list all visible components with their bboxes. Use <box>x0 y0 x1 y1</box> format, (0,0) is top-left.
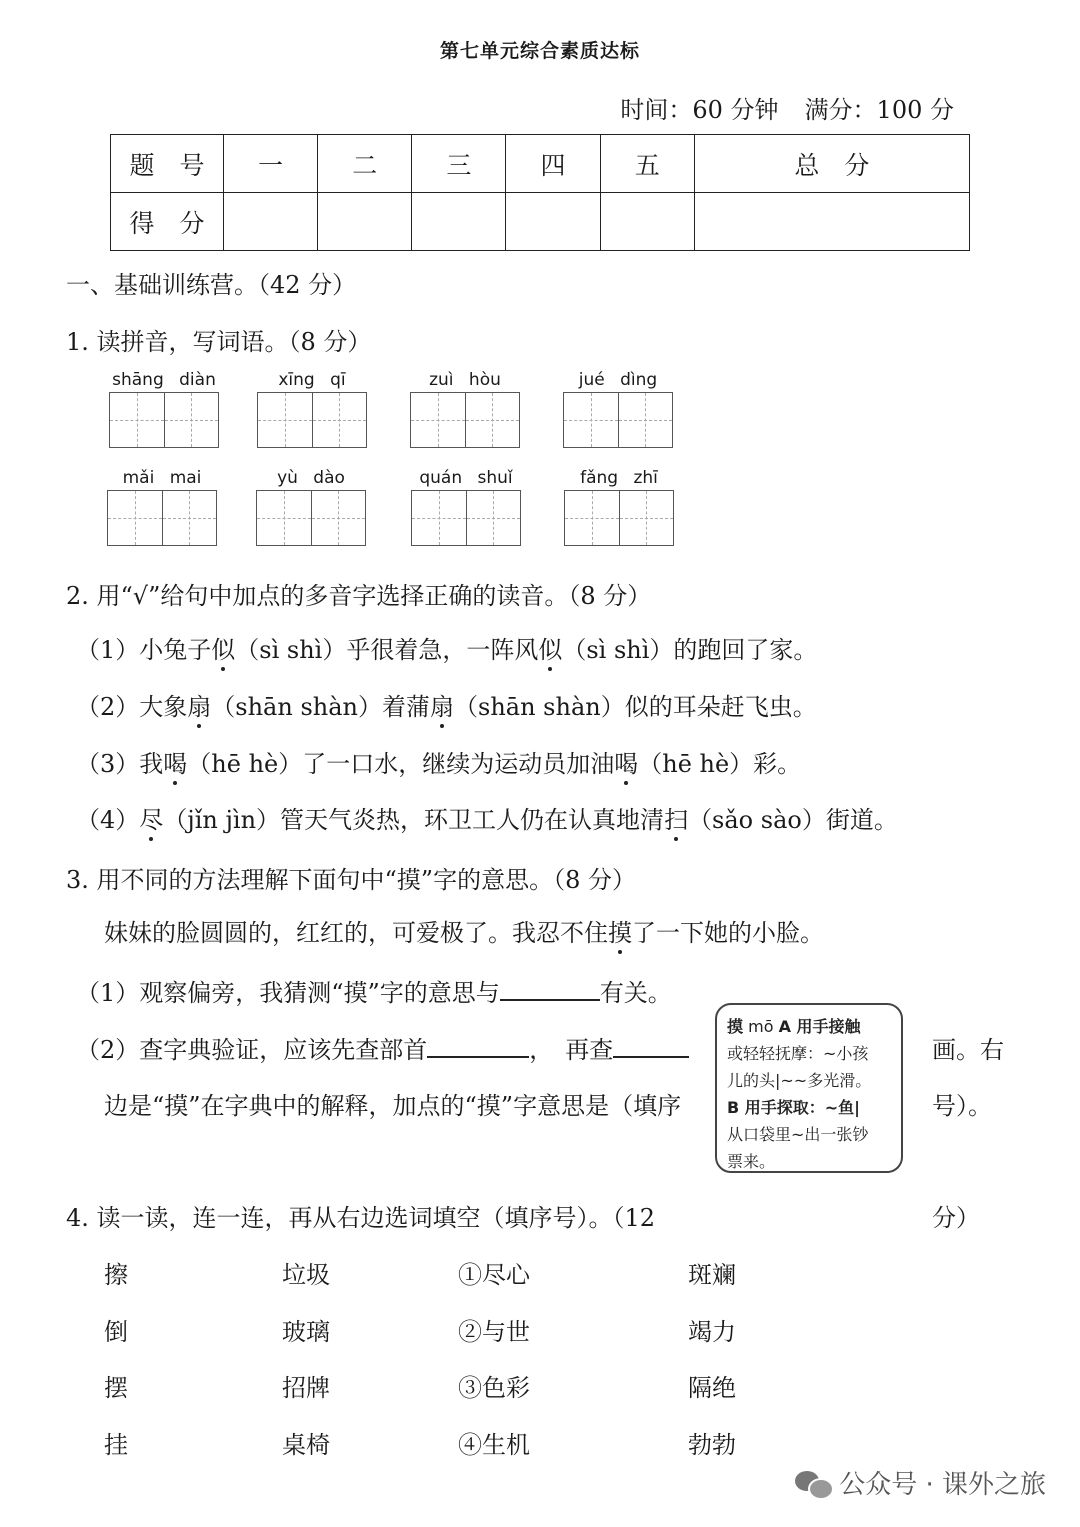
match-item[interactable]: 擦 <box>104 1261 128 1289</box>
pinyin-label: zuì hòu <box>429 370 501 390</box>
match-item[interactable]: 竭力 <box>688 1318 736 1346</box>
answer-blank[interactable] <box>613 1034 689 1058</box>
dotted-char: 尽 <box>139 806 164 834</box>
dict-line: 票来。 <box>727 1152 776 1171</box>
wechat-icon <box>795 1469 831 1497</box>
dotted-char: 似 <box>538 636 563 664</box>
writing-grid[interactable] <box>107 490 217 546</box>
writing-grid[interactable] <box>411 490 521 546</box>
pronunciation-choice[interactable]: （jǐn jìn）管天气炎热，环卫工人仍在认真地清 <box>163 806 665 834</box>
q2-sentence: （1）小兔子似（sì shì）乎很着急，一阵风似（sì shì）的跑回了家。 <box>76 636 818 664</box>
score-table-cell: 四 <box>506 135 600 193</box>
pinyin-label: jué dìng <box>578 370 658 390</box>
pinyin-label: quán shuǐ <box>419 468 513 488</box>
score-entry-cell[interactable] <box>506 193 600 251</box>
score-entry-cell[interactable] <box>318 193 412 251</box>
exam-time: 时间：60 分钟 <box>620 96 779 124</box>
match-item[interactable]: 隔绝 <box>688 1374 736 1402</box>
answer-blank[interactable] <box>500 977 600 1001</box>
match-item[interactable]: 玻璃 <box>282 1318 330 1346</box>
pinyin-item <box>106 466 218 546</box>
q1-heading: 1. 读拼音，写词语。（8 分） <box>66 328 372 356</box>
writing-grid[interactable] <box>256 490 366 546</box>
q3-sentence: 妹妹的脸圆圆的，红红的，可爱极了。我忍不住摸了一下她的小脸。 <box>104 919 824 947</box>
q3-part2-line2-end: 号）。 <box>932 1092 992 1120</box>
match-item[interactable]: 摆 <box>104 1374 128 1402</box>
match-item[interactable]: 桌椅 <box>282 1431 330 1459</box>
writing-grid[interactable] <box>410 392 520 448</box>
pinyin-label: yù dào <box>277 468 345 488</box>
pinyin-item <box>108 368 220 448</box>
score-table-cell: 总 分 <box>694 135 969 193</box>
pronunciation-choice[interactable]: （sǎo sào）街道。 <box>688 806 898 834</box>
writing-grid[interactable] <box>257 392 367 448</box>
match-item[interactable]: 招牌 <box>282 1374 330 1402</box>
q2-heading: 2. 用“√”给句中加点的多音字选择正确的读音。（8 分） <box>66 582 652 610</box>
pinyin-label: xīng qī <box>278 370 346 390</box>
dict-line: 从口袋里~出一张钞 <box>727 1125 869 1144</box>
pinyin-item <box>410 466 522 546</box>
writing-grid[interactable] <box>564 490 674 546</box>
q2-sentence: （2）大象扇（shān shàn）着蒲扇（shān shàn）似的耳朵赶飞虫。 <box>76 693 817 721</box>
pronunciation-choice[interactable]: （shān shàn）似的耳朵赶飞虫。 <box>454 693 817 721</box>
watermark-text: 公众号 · 课外之旅 <box>839 1470 1046 1500</box>
score-entry-cell[interactable] <box>412 193 506 251</box>
pronunciation-choice[interactable]: （hē hè）了一口水，继续为运动员加油 <box>187 750 615 778</box>
dictionary-entry-box <box>715 1003 903 1173</box>
score-table-cell: 五 <box>600 135 694 193</box>
q2-sentence: （4）尽（jǐn jìn）管天气炎热，环卫工人仍在认真地清扫（sǎo sào）街道。 <box>76 806 898 834</box>
writing-grid[interactable] <box>109 392 219 448</box>
score-entry-cell[interactable] <box>600 193 694 251</box>
dotted-char: 喝 <box>163 750 188 778</box>
dotted-char: 喝 <box>614 750 639 778</box>
match-item[interactable]: 倒 <box>104 1318 128 1346</box>
pinyin-item <box>409 368 521 448</box>
pronunciation-choice[interactable]: （sì shì）的跑回了家。 <box>562 636 818 664</box>
match-item[interactable]: 挂 <box>104 1431 128 1459</box>
score-table-cell: 题 号 <box>111 135 224 193</box>
score-table-cell: 得 分 <box>111 193 224 251</box>
pinyin-item <box>255 466 367 546</box>
q3-heading: 3. 用不同的方法理解下面句中“摸”字的意思。（8 分） <box>66 866 636 894</box>
pinyin-item <box>563 466 675 546</box>
dict-line: 摸 mō A 用手接触 <box>727 1017 861 1036</box>
pinyin-label: mǎi mai <box>122 468 202 488</box>
watermark <box>795 1464 1046 1501</box>
dict-line: 儿的头|~~多光滑。 <box>727 1071 872 1090</box>
match-item[interactable]: 斑斓 <box>688 1261 736 1289</box>
section-heading: 一、基础训练营。（42 分） <box>66 271 357 299</box>
page-title: 第七单元综合素质达标 <box>439 40 640 62</box>
exam-meta <box>620 90 954 125</box>
writing-grid[interactable] <box>563 392 673 448</box>
score-table-header-row <box>111 135 970 193</box>
score-table-score-row <box>111 193 970 251</box>
dotted-char: 扇 <box>187 693 212 721</box>
match-item[interactable]: ③色彩 <box>458 1374 530 1402</box>
dict-line: B 用手探取：~鱼| <box>727 1098 861 1117</box>
pronunciation-choice[interactable]: （hē hè）彩。 <box>638 750 802 778</box>
answer-blank[interactable] <box>427 1034 529 1058</box>
exam-full-score: 满分：100 分 <box>804 96 954 124</box>
score-table-cell: 一 <box>224 135 318 193</box>
pronunciation-choice[interactable]: （sì shì）乎很着急，一阵风 <box>235 636 539 664</box>
pinyin-item <box>562 368 674 448</box>
q3-part2-line2: 边是“摸”在字典中的解释，加点的“摸”字意思是（填序 <box>104 1092 682 1120</box>
q4-heading-end: 分） <box>932 1204 980 1232</box>
q4-heading: 4. 读一读，连一连，再从右边选词填空（填序号）。（12 <box>66 1204 656 1232</box>
dict-line: 或轻轻抚摩：~小孩 <box>727 1044 869 1063</box>
q3-part2-line1: （2）查字典验证，应该先查部首 ， 再查 <box>76 1030 689 1065</box>
q2-sentence: （3）我喝（hē hè）了一口水，继续为运动员加油喝（hē hè）彩。 <box>76 750 802 778</box>
q3-part2-line1-end: 画。右 <box>932 1036 1004 1064</box>
dotted-char: 扇 <box>430 693 454 721</box>
match-item[interactable]: 勃勃 <box>688 1431 736 1459</box>
dotted-char: 似 <box>211 636 236 664</box>
match-item[interactable]: ④生机 <box>458 1431 530 1459</box>
dotted-char: 摸 <box>608 919 632 947</box>
pinyin-item <box>256 368 368 448</box>
q3-part1: （1）观察偏旁，我猜测“摸”字的意思与 有关。 <box>76 979 672 1007</box>
match-item[interactable]: 垃圾 <box>282 1261 330 1289</box>
score-table-cell: 三 <box>412 135 506 193</box>
score-table-cell: 二 <box>318 135 412 193</box>
pronunciation-choice[interactable]: （shān shàn）着蒲 <box>211 693 430 721</box>
match-item[interactable]: ①尽心 <box>458 1261 530 1289</box>
score-entry-cell[interactable] <box>224 193 318 251</box>
score-entry-cell[interactable] <box>694 193 969 251</box>
dotted-char: 扫 <box>664 806 689 834</box>
match-item[interactable]: ②与世 <box>458 1318 530 1346</box>
pinyin-label: fǎng zhī <box>580 468 658 488</box>
score-table <box>110 134 970 251</box>
pinyin-label: shāng diàn <box>112 370 216 390</box>
